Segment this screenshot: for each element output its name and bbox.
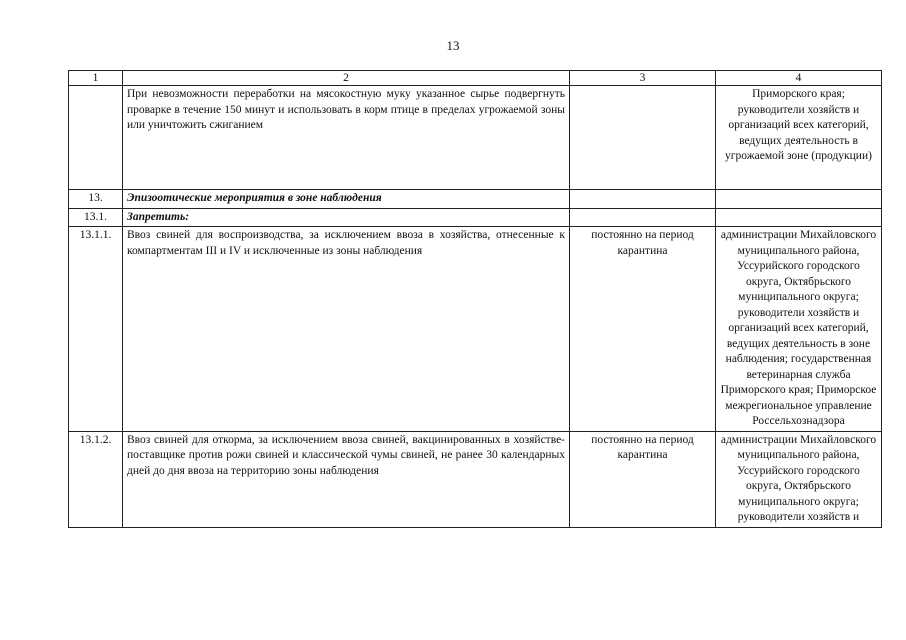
page-number: 13 — [446, 38, 460, 53]
row-number: 13. — [69, 190, 123, 209]
row-text: Ввоз свиней для воспроизводства, за исключением ввоза в хозяйства, отнесенные к компартментам III и IV и исключенные из зоны наблюдения — [123, 227, 570, 432]
header-col-3: 3 — [570, 71, 716, 86]
section-title: Эпизоотические мероприятия в зоне наблюдения — [123, 190, 570, 209]
row-responsible: администрации Михайловского муниципального района, Уссурийского городского округа, Октябрьского муниципального округа; руководители хозяйств и организаций всех категорий, ведущих деятельность в зоне наблюдения; государственная ветеринарная служба Приморского края; Приморское межрегиональное управление Россельхознадзора — [716, 227, 882, 432]
row-term — [570, 86, 716, 190]
row-term — [570, 208, 716, 227]
measures-table — [68, 70, 882, 528]
subsection-title: Запретить: — [123, 208, 570, 227]
row-number: 13.1. — [69, 208, 123, 227]
row-text: Ввоз свиней для откорма, за исключением ввоза свиней, вакцинированных в хозяйстве-поставщике против рожи свиней и классической чумы свиней, не ранее 30 календарных дней до дня ввоза на территорию зоны наблюдения — [123, 431, 570, 527]
header-col-4: 4 — [716, 71, 882, 86]
row-term — [570, 190, 716, 209]
table-header-row — [69, 71, 882, 86]
row-term: постоянно на период карантина — [570, 227, 716, 432]
table-row — [69, 86, 882, 190]
table-row — [69, 227, 882, 432]
row-responsible: администрации Михайловского муниципального района, Уссурийского городского округа, Октябрьского муниципального округа; руководители хозяйств и — [716, 431, 882, 527]
row-number — [69, 86, 123, 190]
row-number: 13.1.2. — [69, 431, 123, 527]
row-responsible — [716, 208, 882, 227]
row-term: постоянно на период карантина — [570, 431, 716, 527]
table-row — [69, 208, 882, 227]
header-col-1: 1 — [69, 71, 123, 86]
row-text: При невозможности переработки на мясокостную муку указанное сырье подвергнуть проварке в течение 150 минут и использовать в корм птице в пределах угрожаемой зоны или уничтожить сжиганием — [123, 86, 570, 190]
table-row — [69, 431, 882, 527]
row-number: 13.1.1. — [69, 227, 123, 432]
row-responsible: Приморского края; руководители хозяйств и организаций всех категорий, ведущих деятельность в угрожаемой зоне (продукции) — [716, 86, 882, 190]
row-responsible — [716, 190, 882, 209]
header-col-2: 2 — [123, 71, 570, 86]
table-row — [69, 190, 882, 209]
